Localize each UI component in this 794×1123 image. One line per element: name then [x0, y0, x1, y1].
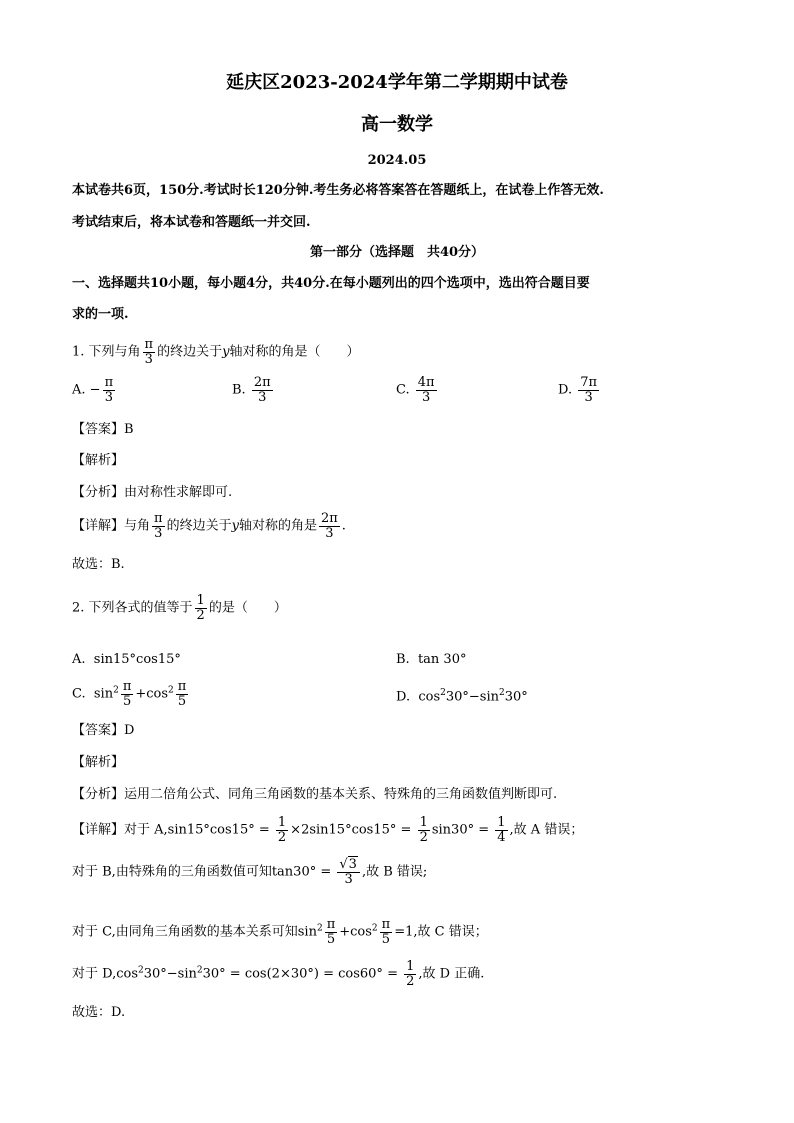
choose-1: 故选：B. [72, 557, 125, 572]
option-2b: B. tan 30° [396, 652, 467, 667]
option-c: C. $\frac{4\pi}{3}$ [396, 375, 435, 405]
exam-title: 延庆区2023-2024学年第二学期期中试卷 [226, 72, 568, 93]
detail-2a: 【详解】对于 A,sin15°cos15° = $\frac{1}{2}$ ×2sin15°cos15° = $\frac{1}{2}$ sin30° = $\frac{1}{4}$ ,故 A 错误； [72, 815, 584, 845]
answer-2: 【答案】D [72, 723, 135, 738]
option-d: D. $\frac{7\pi}{3}$ [558, 375, 598, 405]
part-heading: 第一部分（选择题 共40分） [309, 245, 485, 260]
detail-2b: 对于 B,由特殊角的三角函数值可知tan30° = $\frac{√3}{3}$ ,故 B 错误; [72, 857, 428, 887]
exam-date: 2024.05 [367, 153, 427, 168]
angle-fraction: $\frac{\pi}{3}$ [144, 337, 154, 367]
analysis-heading-1: 【解析】 [72, 453, 125, 468]
detail-2d: 对于 $D,\cos^230^\circ-\sin^230^\circ = \cos(2\times 30^\circ) = \cos 60^\circ$ = $\frac{1}{2}$ ,故 D 正确. [72, 959, 485, 989]
notice-line-1: 本试卷共6页，150分.考试时长120分钟.考生务必将答案答在答题纸上，在试卷上作答无效. [72, 183, 604, 198]
option-2c: C. $\sin^2$ $\frac{\pi}{5}$ $+\cos^2$ $\frac{\pi}{5}$ [72, 679, 187, 709]
option-a: A. − $\frac{\pi}{3}$ [72, 375, 114, 405]
detail-2c: 对于 C,由同角三角函数的基本关系可知$\sin^2$ $\frac{\pi}{5}$ $+\cos^2$ $\frac{\pi}{5}$ =1,故 C 错误； [72, 917, 488, 947]
section-instructions-1: 一、选择题共10小题，每小题4分，共40分.在每小题列出的四个选项中，选出符合题目要 [72, 276, 590, 291]
question-2-stem: 2. 下列各式的值等于 $\frac{1}{2}$ 的是（ ） [72, 593, 287, 623]
section-instructions-2: 求的一项. [72, 307, 129, 322]
analysis-1: 【分析】由对称性求解即可. [72, 485, 233, 500]
detail-1: 【详解】与角 $\frac{\pi}{3}$ 的终边关于y轴对称的角是 $\frac{2\pi}{3}$ . [72, 511, 346, 541]
subject-title: 高一数学 [361, 114, 433, 135]
option-2a: A. sin15°cos15° [72, 652, 181, 667]
choose-2: 故选：D. [72, 1005, 126, 1020]
analysis-heading-2: 【解析】 [72, 755, 125, 770]
question-1-stem: 1. 下列与角 $\frac{\pi}{3}$ 的终边关于y轴对称的角是（ ） [72, 337, 360, 367]
analysis-2: 【分析】运用二倍角公式、同角三角函数的基本关系、特殊角的三角函数值判断即可. [72, 787, 558, 802]
option-b: B. $\frac{2\pi}{3}$ [232, 375, 271, 405]
option-2d: D. $\cos^230^\circ-\sin^230^\circ$ [396, 688, 528, 705]
answer-1: 【答案】B [72, 422, 134, 437]
notice-line-2: 考试结束后，将本试卷和答题纸一并交回. [72, 215, 311, 230]
